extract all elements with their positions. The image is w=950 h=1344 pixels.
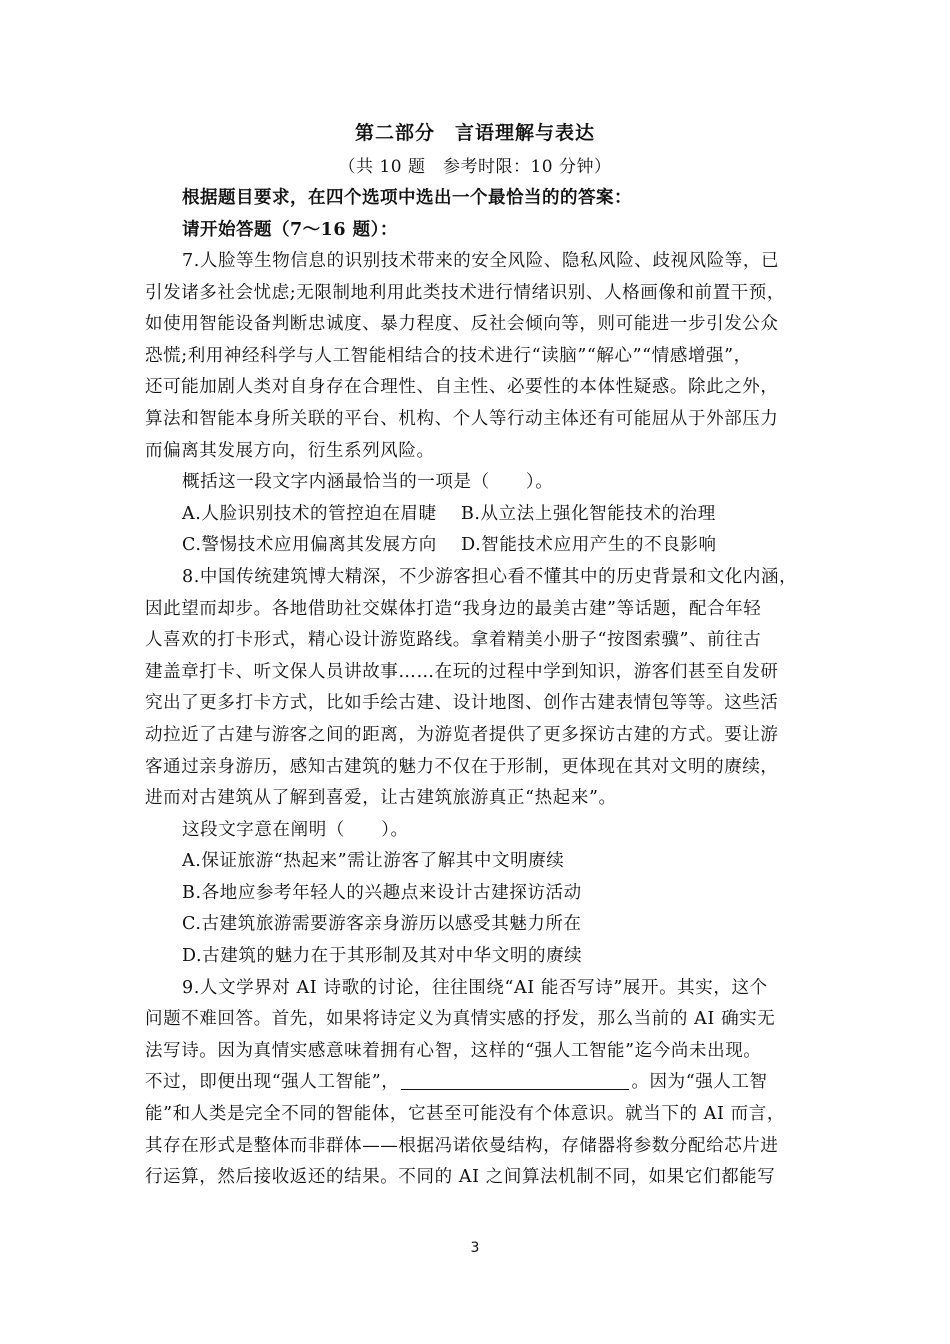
- section-title: 第二部分 言语理解与表达: [354, 122, 595, 144]
- section-subtitle: （共 10 题 参考时限：10 分钟）: [338, 157, 612, 177]
- q7-line: 算法和智能本身所关联的平台、机构、个人等行动主体还有可能屈从于外部压力: [145, 408, 779, 429]
- q9-line: 9.人文学界对 AI 诗歌的讨论，往往围绕“AI 能否写诗”展开。其实，这个: [182, 977, 768, 998]
- q8-line: 客通过亲身游历，感知古建筑的魅力不仅在于形制，更体现在其对文明的赓续，: [145, 756, 779, 777]
- q7-line: 引发诸多社会忧虑;无限制地利用此类技术进行情绪识别、人格画像和前置干预，: [145, 282, 785, 303]
- q9-line: 其存在形式是整体而非群体——根据冯诺依曼结构，存储器将参数分配给芯片进: [145, 1135, 779, 1156]
- q9-line: 能”和人类是完全不同的智能体，它甚至可能没有个体意识。就当下的 AI 而言，: [145, 1104, 785, 1125]
- q8-option: B.各地应参考年轻人的兴趣点来设计古建探访活动: [182, 882, 582, 903]
- q8-line: 究出了更多打卡方式，比如手绘古建、设计地图、创作古建表情包等等。这些活: [145, 693, 779, 714]
- q9-blank-after: 。因为“强人工智: [631, 1072, 768, 1093]
- q9-line: 法写诗。因为真情实感意味着拥有心智，这样的“强人工智能”迄今尚未出现。: [145, 1040, 762, 1061]
- q7-line: 而偏离其发展方向，衍生系列风险。: [145, 440, 435, 461]
- q7-line: 如使用智能设备判断忠诚度、暴力程度、反社会倾向等，则可能进一步引发公众: [145, 314, 779, 335]
- q8-line: 进而对古建筑从了解到喜爱，让古建筑旅游真正“热起来”。: [145, 788, 617, 809]
- page-number: 3: [470, 1240, 480, 1256]
- q7-options-row: A.人脸识别技术的管控迫在眉睫 B.从立法上强化智能技术的治理: [182, 503, 716, 524]
- fill-in-blank: [401, 1069, 629, 1090]
- q9-blank-before: 不过，即便出现“强人工智能”，: [145, 1072, 400, 1093]
- q9-blank-line: [145, 1067, 810, 1099]
- q8-line: 建盖章打卡、听文保人员讲故事……在玩的过程中学到知识，游客们甚至自发研: [145, 661, 779, 682]
- q7-options-row: C.警惕技术应用偏离其发展方向 D.智能技术应用产生的不良影响: [182, 535, 717, 556]
- q8-line: 动拉近了古建与游客之间的距离，为游览者提供了更多探访古建的方式。要让游: [145, 724, 779, 745]
- q7-line: 还可能加剧人类对自身存在合理性、自主性、必要性的本体性疑惑。除此之外，: [145, 377, 779, 398]
- q8-line: 8.中国传统建筑博大精深，不少游客担心看不懂其中的历史背景和文化内涵，: [182, 566, 798, 587]
- q8-option: D.古建筑的魅力在于其形制及其对中华文明的赓续: [182, 946, 583, 967]
- q8-line: 人喜欢的打卡形式，精心设计游览路线。拿着精美小册子“按图索骥”、前往古: [145, 630, 762, 651]
- q8-option: C.古建筑旅游需要游客亲身游历以感受其魅力所在: [182, 914, 582, 935]
- instruction-line: 根据题目要求，在四个选项中选出一个最恰当的的答案：: [182, 188, 632, 208]
- q9-line: 行运算，然后接收返还的结果。不同的 AI 之间算法机制不同，如果它们都能写: [145, 1167, 776, 1188]
- q9-line: 问题不难回答。首先，如果将诗定义为真情实感的抒发，那么当前的 AI 确实无: [145, 1009, 776, 1030]
- question-body: [145, 246, 810, 1194]
- q8-question: 这段文字意在阐明（ ）。: [182, 819, 409, 840]
- instruction-line: 请开始答题（7～16 题）：: [182, 220, 398, 240]
- q8-option: A.保证旅游“热起来”需让游客了解其中文明赓续: [182, 851, 565, 872]
- q7-question: 概括这一段文字内涵最恰当的一项是（ ）。: [182, 472, 554, 493]
- q7-line: 恐慌;利用神经科学与人工智能相结合的技术进行“读脑”“解心”“情感增强”，: [145, 345, 752, 366]
- q7-line: 7.人脸等生物信息的识别技术带来的安全风险、隐私风险、歧视风险等，已: [182, 251, 780, 271]
- q8-line: 因此望而却步。各地借助社交媒体打造“我身边的最美古建”等话题，配合年轻: [145, 598, 762, 619]
